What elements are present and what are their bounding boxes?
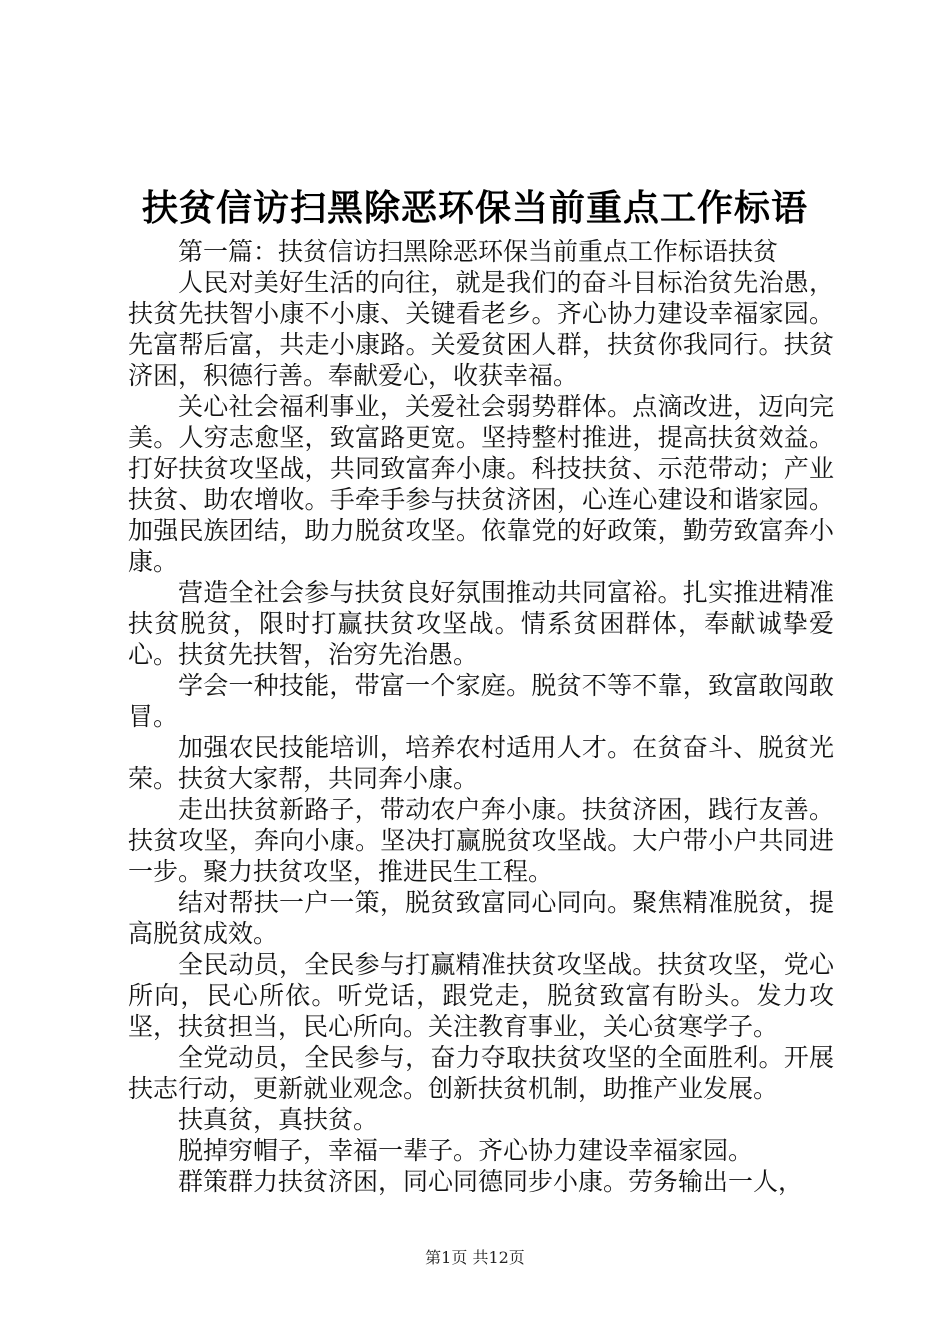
paragraph: 加强农民技能培训，培养农村适用人才。在贫奋斗、脱贫光荣。扶贫大家帮，共同奔小康。 [128, 733, 834, 793]
paragraph: 扶真贫，真扶贫。 [178, 1105, 379, 1134]
document-title: 扶贫信访扫黑除恶环保当前重点工作标语 [141, 187, 808, 229]
paragraph: 走出扶贫新路子，带动农户奔小康。扶贫济困，践行友善。扶贫攻坚，奔向小康。坚决打赢脱贫攻坚战。大户带小户共同进一步。聚力扶贫攻坚，推进民生工程。 [128, 795, 834, 886]
paragraph: 结对帮扶一户一策，脱贫致富同心同向。聚焦精准脱贫，提高脱贫成效。 [128, 888, 834, 948]
document-body [128, 236, 834, 1197]
paragraph: 第一篇：扶贫信访扫黑除恶环保当前重点工作标语扶贫 [178, 237, 779, 266]
paragraph: 人民对美好生活的向往，就是我们的奋斗目标治贫先治愚，扶贫先扶智小康不小康、关键看老乡。齐心协力建设幸福家园。先富帮后富，共走小康路。关爱贫困人群，扶贫你我同行。扶贫济困，积德行善。奉献爱心，收获幸福。 [128, 268, 834, 390]
paragraph: 脱掉穷帽子，幸福一辈子。齐心协力建设幸福家园。 [178, 1136, 754, 1165]
paragraph: 学会一种技能，带富一个家庭。脱贫不等不靠，致富敢闯敢冒。 [128, 671, 834, 731]
paragraph: 群策群力扶贫济困，同心同德同步小康。劳务输出一人， [178, 1167, 804, 1196]
paragraph: 营造全社会参与扶贫良好氛围推动共同富裕。扎实推进精准扶贫脱贫，限时打赢扶贫攻坚战。情系贫困群体，奉献诚挚爱心。扶贫先扶智，治穷先治愚。 [128, 578, 834, 669]
paragraph: 全党动员，全民参与，奋力夺取扶贫攻坚的全面胜利。开展扶志行动，更新就业观念。创新扶贫机制，助推产业发展。 [128, 1043, 834, 1103]
paragraph: 关心社会福利事业，关爱社会弱势群体。点滴改进，迈向完美。人穷志愈坚，致富路更宽。坚持整村推进，提高扶贫效益。打好扶贫攻坚战，共同致富奔小康。科技扶贫、示范带动；产业扶贫、助农增收。手牵手参与扶贫济困，心连心建设和谐家园。加强民族团结，助力脱贫攻坚。依靠党的好政策，勤劳致富奔小康。 [128, 392, 834, 576]
paragraph: 全民动员，全民参与打赢精准扶贫攻坚战。扶贫攻坚，党心所向，民心所依。听党话，跟党走，脱贫致富有盼头。发力攻坚，扶贫担当，民心所向。关注教育事业，关心贫寒学子。 [128, 950, 834, 1041]
page-footer: 第1页 共12页 [425, 1248, 525, 1267]
